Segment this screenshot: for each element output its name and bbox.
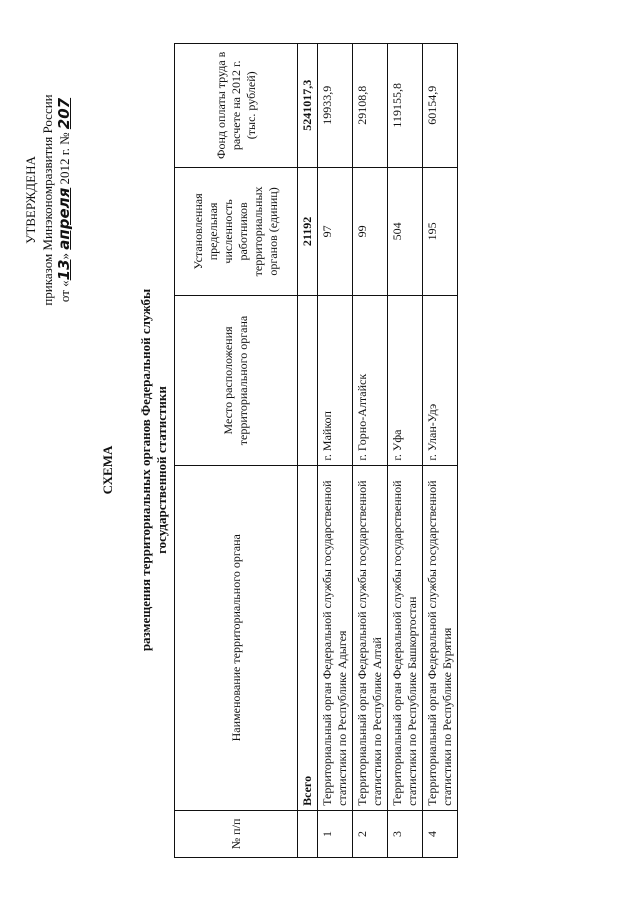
row-name: Территориальный орган Федеральной службы государственной статистики по Республике Башкортостан bbox=[388, 465, 423, 810]
header-fund: Фонд оплаты труда в расчете на 2012 г. (тыс. рублей) bbox=[175, 44, 298, 168]
total-label: Всего bbox=[298, 465, 318, 810]
row-num: 2 bbox=[353, 810, 388, 857]
header-name: Наименование территориального органа bbox=[175, 465, 298, 810]
total-fund: 5241017,3 bbox=[298, 44, 318, 168]
row-fund: 60154,9 bbox=[423, 44, 458, 168]
table-row bbox=[353, 44, 388, 858]
row-name: Территориальный орган Федеральной службы государственной статистики по Республике Адыгея bbox=[318, 465, 353, 810]
title-heading: СХЕМА bbox=[100, 445, 115, 495]
handwritten-order-number: 207 bbox=[55, 97, 73, 130]
header-place: Место расположения территориального органа bbox=[175, 296, 298, 465]
total-headcount: 21192 bbox=[298, 167, 318, 296]
approval-stamp bbox=[22, 35, 73, 365]
row-name: Территориальный орган Федеральной службы государственной статистики по Республике Алтай bbox=[353, 465, 388, 810]
row-headcount: 195 bbox=[423, 167, 458, 296]
row-fund: 29108,8 bbox=[353, 44, 388, 168]
row-fund: 19933,9 bbox=[318, 44, 353, 168]
header-num: № п/п bbox=[175, 810, 298, 857]
approval-order-line: приказом Минэкономразвития России bbox=[40, 94, 55, 306]
row-place: г. Улан-Удэ bbox=[423, 296, 458, 465]
document-title bbox=[100, 260, 170, 680]
title-subtitle: размещения территориальных органов Федеральной службы государственной статистики bbox=[138, 288, 169, 652]
total-place-cell bbox=[298, 296, 318, 465]
handwritten-month: апреля bbox=[55, 187, 73, 250]
row-num: 1 bbox=[318, 810, 353, 857]
row-name: Территориальный орган Федеральной службы государственной статистики по Республике Бурятия bbox=[423, 465, 458, 810]
header-headcount: Установленная предельная численность работников территориальных органов (единиц) bbox=[175, 167, 298, 296]
row-num: 4 bbox=[423, 810, 458, 857]
row-num: 3 bbox=[388, 810, 423, 857]
table-header-row bbox=[175, 44, 298, 858]
approval-title: УТВЕРЖДЕНА bbox=[23, 156, 38, 244]
table-row bbox=[423, 44, 458, 858]
document-page bbox=[12, 10, 632, 890]
row-headcount: 99 bbox=[353, 167, 388, 296]
total-num-cell bbox=[298, 810, 318, 857]
table-row bbox=[388, 44, 423, 858]
row-headcount: 504 bbox=[388, 167, 423, 296]
row-fund: 119155,8 bbox=[388, 44, 423, 168]
row-place: г. Уфа bbox=[388, 296, 423, 465]
row-headcount: 97 bbox=[318, 167, 353, 296]
table-total-row bbox=[298, 44, 318, 858]
handwritten-day: 13 bbox=[55, 259, 73, 281]
row-place: г. Горно-Алтайск bbox=[353, 296, 388, 465]
placement-table bbox=[174, 43, 458, 858]
row-place: г. Майкоп bbox=[318, 296, 353, 465]
table-row bbox=[318, 44, 353, 858]
approval-date-line: от «13» апреля 2012 г. № 207 bbox=[55, 97, 73, 303]
